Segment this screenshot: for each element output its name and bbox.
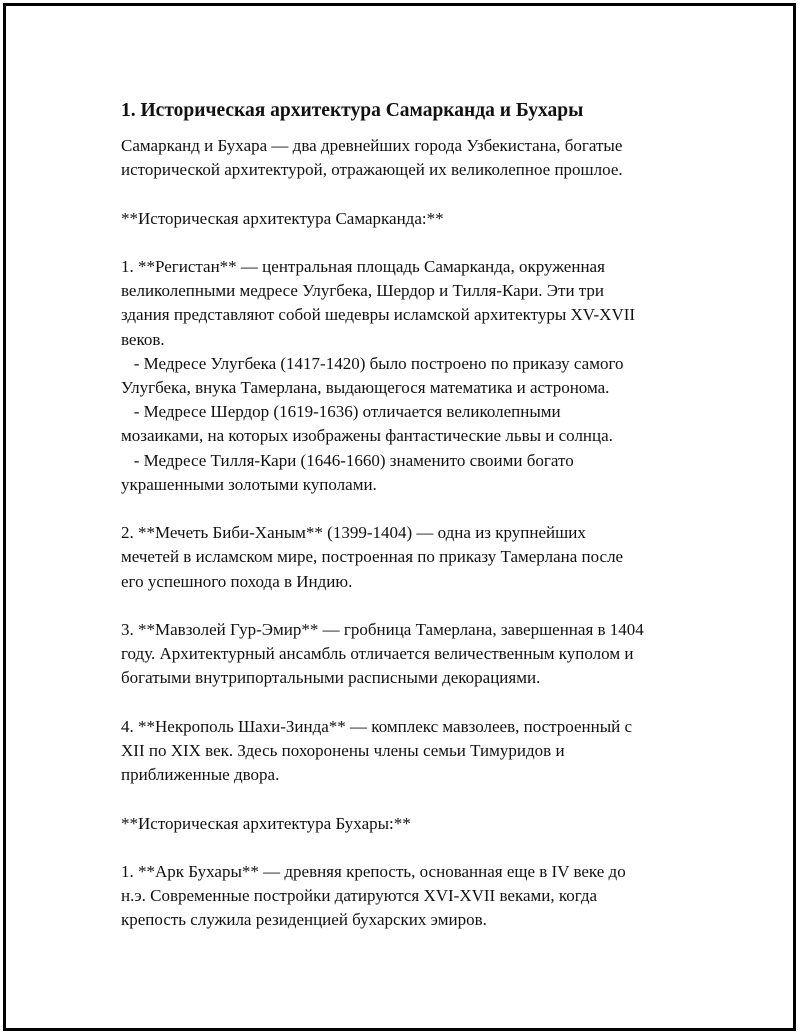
document-body — [121, 98, 696, 933]
bukhara-section-header: **Историческая архитектура Бухары:** — [121, 813, 411, 833]
paragraph-gap — [121, 497, 696, 521]
page-frame — [3, 3, 796, 1031]
samarkand-section-header: **Историческая архитектура Самарканда:** — [121, 208, 444, 228]
paragraph-gap — [121, 836, 696, 860]
paragraph-gap — [121, 231, 696, 255]
intro-paragraph: Самарканд и Бухара — два древнейших города Узбекистана, богатые исторической архитектурой, отражающей их великолепное прошлое. — [121, 136, 623, 180]
paragraph-gap — [121, 594, 696, 618]
samarkand-item-registan: 1. **Регистан** — центральная площадь Самарканда, окруженная великолепными медресе Улугбека, Шердор и Тилля-Кари. Эти три здания представляют собой шедевры исламской архитектуры XV-XVII веков. - Медресе Улугбека (1417-1420) было построено по приказу самого Улугбека, внука Тамерлана, выдающегося математика и астронома. - Медресе Шердор (1619-1636) отличается великолепными мозаиками, на которых изображены фантастические львы и солнца. - Медресе Тилля-Кари (1646-1660) знаменито своими богато украшенными золотыми куполами. — [121, 256, 636, 494]
paragraph-gap — [121, 787, 696, 811]
samarkand-item-gur-emir: 3. **Мавзолей Гур-Эмир** — гробница Тамерлана, завершенная в 1404 году. Архитектурный ансамбль отличается величественным куполом и богатыми внутрипортальными расписными декорациями. — [121, 620, 644, 688]
document-heading: 1. Историческая архитектура Самарканда и Бухары — [121, 100, 584, 121]
samarkand-item-shahi-zinda: 4. **Некрополь Шахи-Зинда** — комплекс мавзолеев, построенный с XII по XIX век. Здесь похоронены члены семьи Тимуридов и приближенные двора. — [121, 716, 633, 785]
bukhara-item-ark: 1. **Арк Бухары** — древняя крепость, основанная еще в IV веке до н.э. Современные постройки датируются XVI-XVII веками, когда крепость служила резиденцией бухарских эмиров. — [121, 861, 626, 930]
samarkand-item-bibi-khanym: 2. **Мечеть Биби-Ханым** (1399-1404) — одна из крупнейших мечетей в исламском мире, построенная по приказу Тамерлана после его успешного похода в Индию. — [121, 523, 624, 591]
paragraph-gap — [121, 691, 696, 715]
paragraph-gap — [121, 182, 696, 206]
